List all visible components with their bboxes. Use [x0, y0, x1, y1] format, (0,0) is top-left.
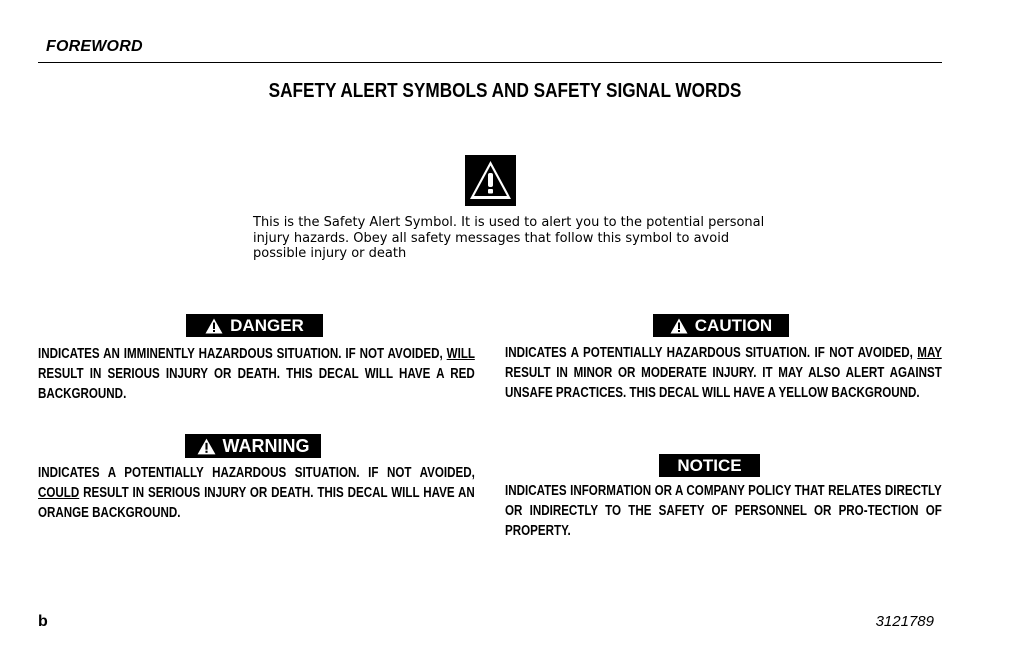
header-divider — [38, 62, 942, 63]
warning-description — [38, 463, 475, 523]
safety-alert-description: This is the Safety Alert Symbol. It is used to alert you to the potential personal injury hazards. Obey all safety messages that follow this symbol to avoid possible injury or death — [253, 215, 765, 261]
warning-desc-text: INDICATES A POTENTIALLY HAZARDOUS SITUATION. IF NOT AVOIDED, — [38, 465, 475, 481]
danger-label-text: DANGER — [230, 315, 304, 335]
document-number: 3121789 — [875, 613, 934, 630]
caution-desc-text: INDICATES A POTENTIALLY HAZARDOUS SITUATION. IF NOT AVOIDED, — [505, 345, 918, 361]
danger-signal-label — [186, 314, 323, 337]
notice-description — [505, 481, 942, 541]
warning-signal-label — [185, 434, 321, 458]
notice-desc-text: INDICATES INFORMATION OR A COMPANY POLICY THAT RELATES DIRECTLY OR INDIRECTLY TO THE SAFETY OF PERSONNEL OR PRO-TECTION OF PROPERTY. — [505, 483, 942, 539]
caution-description — [505, 343, 942, 403]
safety-alert-triangle-icon — [465, 155, 516, 206]
danger-desc-text: INDICATES AN IMMINENTLY HAZARDOUS SITUATION. IF NOT AVOIDED, — [38, 346, 447, 362]
alert-triangle-icon — [205, 318, 223, 334]
notice-signal-label — [659, 454, 760, 477]
notice-label-text: NOTICE — [677, 455, 742, 475]
caution-desc-text-end: RESULT IN MINOR OR MODERATE INJURY. IT MAY ALSO ALERT AGAINST UNSAFE PRACTICES. THIS DECAL WILL HAVE A YELLOW BACKGROUND. — [505, 365, 942, 401]
caution-label-text: CAUTION — [694, 315, 773, 335]
danger-desc-text-end: RESULT IN SERIOUS INJURY OR DEATH. THIS DECAL WILL HAVE A RED BACKGROUND. — [38, 366, 475, 402]
caution-desc-emphasis: MAY — [917, 345, 942, 361]
danger-desc-emphasis: WILL — [446, 346, 475, 362]
warning-desc-text-end: RESULT IN SERIOUS INJURY OR DEATH. THIS DECAL WILL HAVE AN ORANGE BACKGROUND. — [38, 485, 475, 521]
warning-desc-emphasis: COULD — [38, 485, 80, 501]
alert-triangle-icon — [670, 318, 688, 334]
section-header: FOREWORD — [46, 38, 143, 55]
warning-label-text: WARNING — [222, 435, 310, 456]
alert-triangle-icon — [197, 438, 216, 455]
caution-signal-label — [653, 314, 789, 337]
page-letter: b — [38, 613, 48, 630]
page-title: SAFETY ALERT SYMBOLS AND SAFETY SIGNAL WORDS — [268, 80, 742, 102]
danger-description — [38, 344, 475, 404]
